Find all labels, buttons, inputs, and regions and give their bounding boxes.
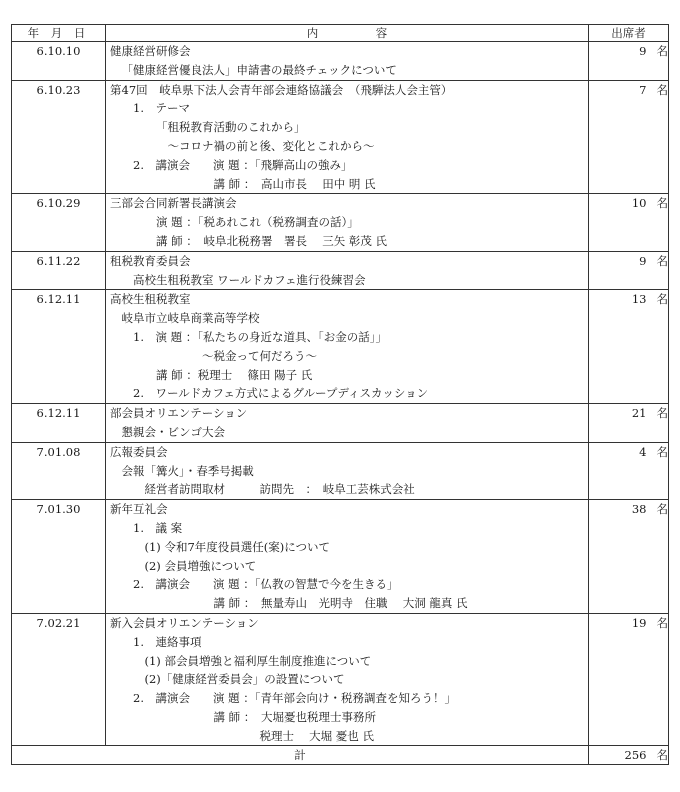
attendance-unit: 名 bbox=[656, 406, 668, 421]
attendance-count: 21 bbox=[631, 406, 647, 421]
content-line: 2. 講演会 演 題 ：「仏教の智慧で今を生きる」 bbox=[133, 577, 399, 592]
header-date: 年 月 日 bbox=[12, 25, 106, 42]
row-date: 7.02.21 bbox=[12, 613, 106, 746]
content-line: 高校生租税教室 bbox=[110, 292, 191, 307]
content-line: 岐阜市立岐阜商業高等学校 bbox=[121, 311, 260, 326]
content-line: 1. テーマ bbox=[133, 101, 190, 116]
row-attendance bbox=[589, 404, 669, 443]
attendance-unit: 名 bbox=[656, 444, 668, 459]
content-line: 演 題 ：「税あれこれ（税務調査の話）」 bbox=[156, 215, 359, 230]
table-row bbox=[12, 500, 669, 614]
attendance-count: 9 bbox=[639, 44, 647, 58]
attendance-unit: 名 bbox=[656, 615, 668, 630]
attendance-unit: 名 bbox=[656, 44, 668, 58]
total-count: 256 bbox=[624, 748, 647, 763]
attendance-count: 4 bbox=[639, 444, 647, 459]
row-attendance bbox=[589, 42, 669, 81]
content-line: (2)「健康経営委員会」の設置について bbox=[144, 672, 345, 687]
row-attendance bbox=[589, 290, 669, 404]
row-content bbox=[106, 613, 589, 746]
row-attendance bbox=[589, 500, 669, 614]
row-date: 6.12.11 bbox=[12, 404, 106, 443]
attendance-count: 13 bbox=[631, 292, 647, 307]
row-attendance bbox=[589, 80, 669, 194]
table-row bbox=[12, 42, 669, 81]
content-line: 税理士 大堀 憂也 氏 bbox=[259, 728, 374, 743]
content-line: 健康経営研修会 bbox=[110, 44, 191, 58]
content-line: 講 師 ： 無量寿山 光明寺 住職 大洞 龍真 氏 bbox=[213, 596, 468, 611]
content-line: 三部会合同新署長講演会 bbox=[110, 196, 237, 211]
content-line: (2) 会員増強について bbox=[144, 558, 257, 573]
content-line: 会報「篝火」・春季号掲載 bbox=[121, 463, 254, 478]
table-row bbox=[12, 80, 669, 194]
content-line: 2. 講演会 演 題 ：「青年部会向け・税務調査を知ろう！」 bbox=[133, 691, 457, 706]
content-line: 2. ワールドカフェ方式によるグループディスカッション bbox=[133, 386, 429, 401]
content-line: 部会員オリエンテーション bbox=[110, 406, 248, 421]
content-line: 講 師 ： 大堀憂也税理士事務所 bbox=[213, 709, 377, 724]
attendance-count: 10 bbox=[631, 196, 647, 211]
attendance-unit: 名 bbox=[656, 82, 668, 97]
table-row bbox=[12, 194, 669, 251]
row-date: 6.10.10 bbox=[12, 42, 106, 81]
attendance-unit: 名 bbox=[656, 196, 668, 211]
content-line: 講 師 ：税理士 篠田 陽子 氏 bbox=[156, 367, 313, 382]
content-line: 1. 連絡事項 bbox=[133, 634, 202, 649]
row-date: 7.01.30 bbox=[12, 500, 106, 614]
content-line: 新年互礼会 bbox=[110, 502, 168, 517]
table-row bbox=[12, 251, 669, 290]
content-line: 経営者訪問取材 訪問先 ： 岐阜工芸株式会社 bbox=[144, 482, 415, 497]
row-attendance bbox=[589, 251, 669, 290]
row-content bbox=[106, 194, 589, 251]
content-line: (1) 令和7年度役員選任(案)について bbox=[144, 539, 331, 554]
header-content: 内 容 bbox=[106, 25, 589, 42]
row-date: 6.10.29 bbox=[12, 194, 106, 251]
table-body bbox=[12, 42, 669, 765]
content-line: (1) 部会員増強と福利厚生制度推進について bbox=[144, 653, 372, 668]
total-row bbox=[12, 746, 669, 765]
row-content bbox=[106, 404, 589, 443]
content-line: 講 師 ： 岐阜北税務署 署長 三矢 彰茂 氏 bbox=[156, 233, 388, 248]
table-row bbox=[12, 404, 669, 443]
row-content bbox=[106, 442, 589, 499]
content-line: 「健康経営優良法人」申請書の最終チェックについて bbox=[121, 62, 397, 77]
content-line: 高校生租税教室 ワールドカフェ進行役練習会 bbox=[133, 272, 366, 287]
content-line: 2. 講演会 演 題 ：「飛騨高山の強み」 bbox=[133, 157, 353, 172]
content-line: ～コロナ禍の前と後、変化とこれから～ bbox=[167, 138, 375, 153]
row-date: 6.10.23 bbox=[12, 80, 106, 194]
row-date: 6.11.22 bbox=[12, 251, 106, 290]
header-attendance: 出席者 bbox=[589, 25, 669, 42]
row-content bbox=[106, 80, 589, 194]
activity-table bbox=[11, 24, 669, 765]
row-date: 6.12.11 bbox=[12, 290, 106, 404]
attendance-count: 7 bbox=[639, 82, 647, 97]
content-line: 1. 議 案 bbox=[133, 520, 183, 535]
row-date: 7.01.08 bbox=[12, 442, 106, 499]
header-row bbox=[12, 25, 669, 42]
row-attendance bbox=[589, 194, 669, 251]
content-line: ～税金って何だろう～ bbox=[202, 348, 317, 363]
table-row bbox=[12, 442, 669, 499]
content-line: 新入会員オリエンテーション bbox=[110, 615, 259, 630]
attendance-unit: 名 bbox=[656, 502, 668, 517]
content-line: 「租税教育活動のこれから」 bbox=[156, 120, 306, 135]
total-label: 計 bbox=[12, 746, 589, 765]
attendance-unit: 名 bbox=[656, 253, 668, 268]
total-count-cell bbox=[589, 746, 669, 765]
total-unit: 名 bbox=[656, 748, 668, 763]
content-line: 第47回 岐阜県下法人会青年部会連絡協議会 （飛騨法人会主管） bbox=[110, 82, 453, 97]
row-content bbox=[106, 290, 589, 404]
content-line: 租税教育委員会 bbox=[110, 253, 191, 268]
attendance-count: 9 bbox=[639, 253, 647, 268]
row-content bbox=[106, 42, 589, 81]
table-row bbox=[12, 613, 669, 746]
row-attendance bbox=[589, 613, 669, 746]
attendance-unit: 名 bbox=[656, 292, 668, 307]
content-line: 講 師 ： 高山市長 田中 明 氏 bbox=[213, 176, 376, 191]
content-line: 懇親会・ビンゴ大会 bbox=[121, 424, 225, 439]
row-attendance bbox=[589, 442, 669, 499]
attendance-count: 19 bbox=[631, 615, 647, 630]
table-row bbox=[12, 290, 669, 404]
row-content bbox=[106, 251, 589, 290]
content-line: 広報委員会 bbox=[110, 444, 168, 459]
attendance-count: 38 bbox=[631, 502, 647, 517]
content-line: 1. 演 題 ：「私たちの身近な道具、「お金の話」」 bbox=[133, 329, 388, 344]
row-content bbox=[106, 500, 589, 614]
